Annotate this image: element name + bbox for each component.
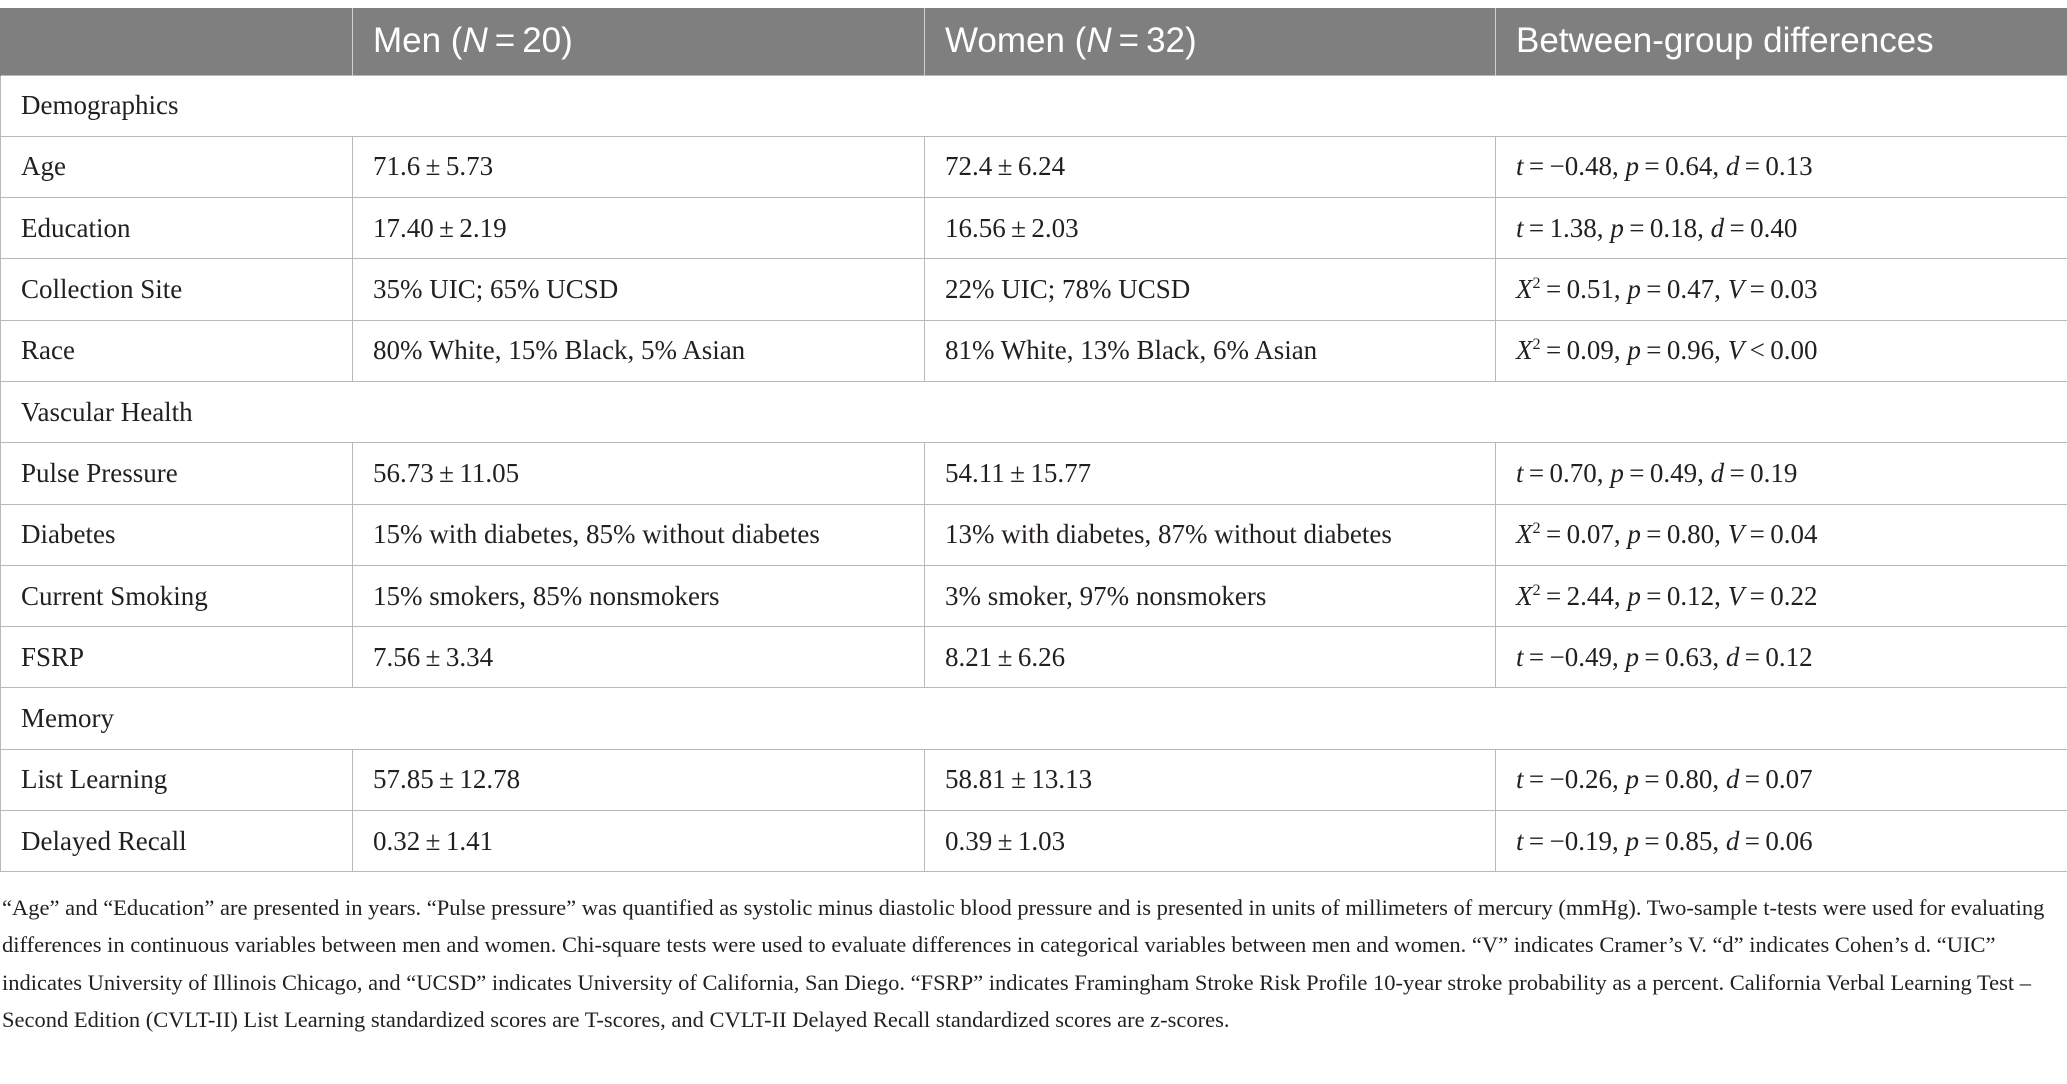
women-value: 13% with diabetes, 87% without diabetes (925, 504, 1496, 565)
men-value: 35% UIC; 65% UCSD (353, 259, 925, 320)
women-value: 81% White, 13% Black, 6% Asian (925, 320, 1496, 381)
between-group-value: t = −0.26, p = 0.80, d = 0.07 (1496, 749, 2067, 810)
section-row (1, 381, 2067, 442)
table-container (0, 8, 2067, 872)
women-value: 72.4 ± 6.24 (925, 136, 1496, 197)
table-row (1, 811, 2067, 872)
header-men: Men (N = 20) (353, 8, 925, 75)
women-value: 54.11 ± 15.77 (925, 443, 1496, 504)
between-group-value: $X^2 = 2.44$, p = 0.12, V = 0.22 (1496, 565, 2067, 626)
men-value: 15% with diabetes, 85% without diabetes (353, 504, 925, 565)
men-value: 0.32 ± 1.41 (353, 811, 925, 872)
section-label: Demographics (1, 75, 2067, 136)
between-group-value: t = 0.70, p = 0.49, d = 0.19 (1496, 443, 2067, 504)
row-label: Age (1, 136, 353, 197)
table-row (1, 627, 2067, 688)
header-between-group: Between-group differences (1496, 8, 2067, 75)
row-label: Diabetes (1, 504, 353, 565)
table-row (1, 443, 2067, 504)
row-label: Pulse Pressure (1, 443, 353, 504)
between-group-value: t = −0.48, p = 0.64, d = 0.13 (1496, 136, 2067, 197)
header-row (1, 8, 2067, 75)
section-row (1, 688, 2067, 749)
between-group-value: $X^2 = 0.51$, p = 0.47, V = 0.03 (1496, 259, 2067, 320)
table-footnote: “Age” and “Education” are presented in years. “Pulse pressure” was quantified as systolic minus diastolic blood pressure and is presented in units of millimeters of mercury (mmHg). Two-sample t-tests were used for evaluating differences in continuous variables between men and women. Chi-square tests were used to evaluate differences in categorical variables between men and women. “V” indicates Cramer’s V. “d” indicates Cohen’s d. “UIC” indicates University of Illinois Chicago, and “UCSD” indicates University of California, San Diego. “FSRP” indicates Framingham Stroke Risk Profile 10-year stroke probability as a percent. California Verbal Learning Test – Second Edition (CVLT-II) List Learning standardized scores are T-scores, and CVLT-II Delayed Recall standardized scores are z-scores. (2, 895, 2045, 1032)
between-group-value: t = −0.19, p = 0.85, d = 0.06 (1496, 811, 2067, 872)
men-value: 80% White, 15% Black, 5% Asian (353, 320, 925, 381)
table-row (1, 749, 2067, 810)
men-value: 17.40 ± 2.19 (353, 198, 925, 259)
table-row (1, 320, 2067, 381)
table-row (1, 136, 2067, 197)
women-value: 3% smoker, 97% nonsmokers (925, 565, 1496, 626)
between-group-value: t = −0.49, p = 0.63, d = 0.12 (1496, 627, 2067, 688)
header-women: Women (N = 32) (925, 8, 1496, 75)
women-value: 58.81 ± 13.13 (925, 749, 1496, 810)
men-value: 15% smokers, 85% nonsmokers (353, 565, 925, 626)
between-group-value: $X^2 = 0.07$, p = 0.80, V = 0.04 (1496, 504, 2067, 565)
women-value: 22% UIC; 78% UCSD (925, 259, 1496, 320)
table-row (1, 565, 2067, 626)
men-value: 56.73 ± 11.05 (353, 443, 925, 504)
row-label: Delayed Recall (1, 811, 353, 872)
row-label: Collection Site (1, 259, 353, 320)
header-variable (1, 8, 353, 75)
women-value: 16.56 ± 2.03 (925, 198, 1496, 259)
table-row (1, 259, 2067, 320)
men-value: 7.56 ± 3.34 (353, 627, 925, 688)
women-value: 0.39 ± 1.03 (925, 811, 1496, 872)
row-label: Education (1, 198, 353, 259)
section-row (1, 75, 2067, 136)
demographics-table (0, 8, 2067, 872)
table-row (1, 198, 2067, 259)
between-group-value: $X^2 = 0.09$, p = 0.96, V < 0.00 (1496, 320, 2067, 381)
section-label: Vascular Health (1, 381, 2067, 442)
men-value: 57.85 ± 12.78 (353, 749, 925, 810)
table-row (1, 504, 2067, 565)
section-label: Memory (1, 688, 2067, 749)
row-label: FSRP (1, 627, 353, 688)
men-value: 71.6 ± 5.73 (353, 136, 925, 197)
between-group-value: t = 1.38, p = 0.18, d = 0.40 (1496, 198, 2067, 259)
row-label: Current Smoking (1, 565, 353, 626)
row-label: List Learning (1, 749, 353, 810)
women-value: 8.21 ± 6.26 (925, 627, 1496, 688)
row-label: Race (1, 320, 353, 381)
